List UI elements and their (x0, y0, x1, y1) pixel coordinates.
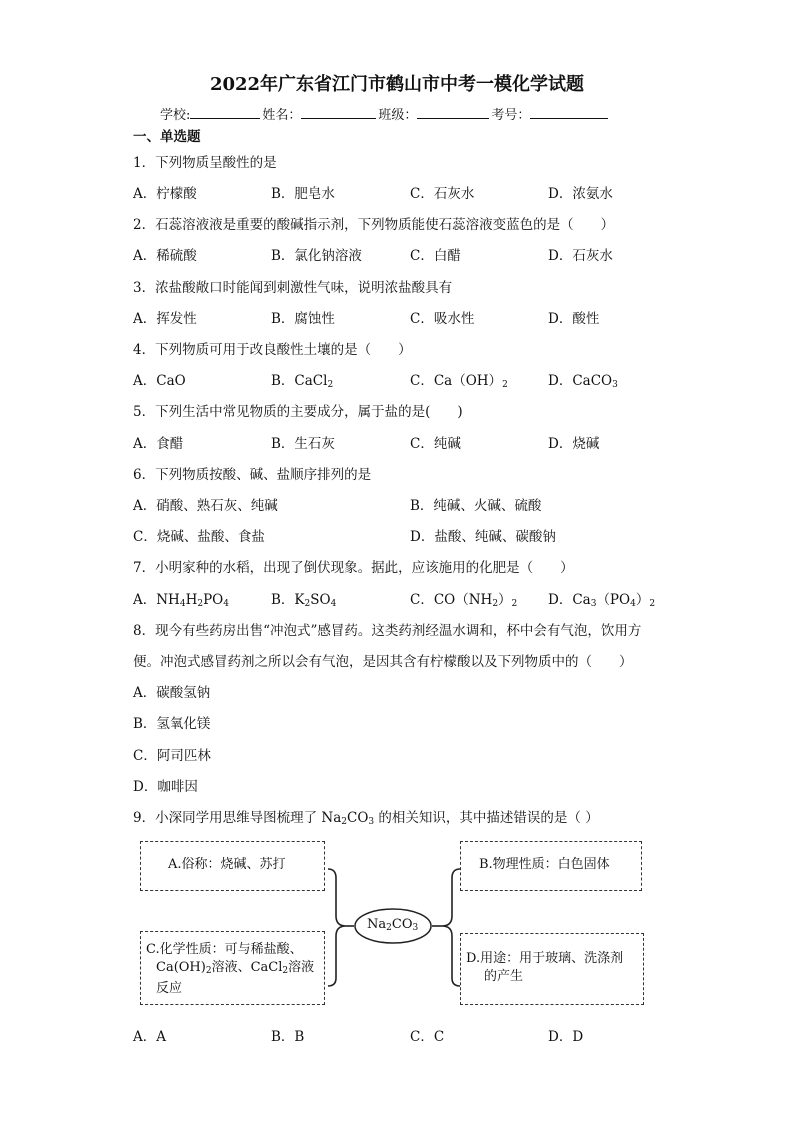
question-6-stem: 6．下列物质按酸、碱、盐顺序排列的是 (133, 467, 372, 483)
q7-b-part: B．K (271, 592, 305, 608)
q6-option-b[interactable]: B．纯碱、火碱、硫酸 (410, 498, 542, 514)
q7-b-sub: 4 (330, 599, 337, 609)
mindmap-box-c (140, 931, 325, 1005)
q7-a-part: A．NH (133, 592, 180, 608)
box-c-line-2 (146, 959, 324, 980)
center-part: Na (367, 917, 387, 932)
q1-option-c[interactable]: C．石灰水 (410, 186, 475, 202)
q4-c-text: C．Ca（OH） (410, 373, 503, 389)
q3-option-b[interactable]: B．腐蚀性 (271, 311, 335, 327)
exam-no-blank[interactable] (530, 104, 608, 119)
box-d-line-1: D.用途：用于玻璃、洗涤剂 (466, 951, 624, 966)
q7-d-sub: 2 (649, 599, 656, 609)
q6-option-c[interactable]: C．烧碱、盐酸、食盐 (133, 529, 265, 545)
name-label: 姓名： (262, 108, 302, 123)
question-1-stem: 1．下列物质呈酸性的是 (133, 155, 277, 171)
q8-option-a[interactable]: A．碳酸氢钠 (133, 685, 211, 701)
q2-option-c[interactable]: C．白醋 (410, 248, 461, 264)
q7-d-part: D．Ca (548, 592, 591, 608)
q4-d-subscript: 3 (612, 380, 618, 390)
q1-option-a[interactable]: A．柠檬酸 (133, 186, 197, 202)
q3-option-c[interactable]: C．吸水性 (410, 311, 475, 327)
box-c-part: 溶液、CaCl (211, 960, 283, 975)
question-9-stem (133, 806, 599, 827)
class-blank[interactable] (417, 104, 489, 119)
q7-b-sub: 2 (304, 599, 311, 609)
q2-option-d[interactable]: D．石灰水 (548, 248, 613, 264)
q5-option-a[interactable]: A．食醋 (133, 436, 184, 452)
q9-option-c[interactable]: C．C (410, 1029, 445, 1045)
section-heading: 一、单选题 (133, 129, 201, 145)
q7-a-sub: 4 (179, 599, 186, 609)
q9-stem-part: 9．小深同学用思维导图梳理了 Na (133, 810, 342, 826)
q7-option-d[interactable] (548, 588, 655, 609)
question-2-stem: 2．石蕊溶液液是重要的酸碱指示剂，下列物质能使石蕊溶液变蓝色的是（ ） (133, 217, 615, 233)
q7-option-b[interactable] (271, 588, 336, 609)
box-c-line-3: 反应 (156, 981, 183, 996)
q8-option-d[interactable]: D．咖啡因 (133, 779, 198, 795)
q7-a-part: H (185, 592, 198, 608)
mindmap-box-a (140, 841, 325, 891)
center-sub: 2 (386, 923, 392, 933)
question-8-stem-line-2: 便。冲泡式感冒药剂之所以会有气泡，是因其含有柠檬酸以及下列物质中的（ ） (133, 654, 633, 670)
center-part: CO (391, 917, 413, 932)
q7-c-sub: 2 (492, 599, 499, 609)
q4-c-subscript: 2 (502, 380, 508, 390)
q1-option-d[interactable]: D．浓氨水 (548, 186, 613, 202)
q5-option-d[interactable]: D．烧碱 (548, 436, 600, 452)
school-label: 学校: (160, 108, 191, 123)
q5-option-b[interactable]: B．生石灰 (271, 436, 335, 452)
q7-c-part: C．CO（NH (410, 592, 493, 608)
q4-d-text: D．CaCO (548, 373, 613, 389)
q7-d-sub: 3 (590, 599, 597, 609)
box-b-text: B.物理性质：白色固体 (479, 857, 610, 872)
q7-c-sub: 2 (511, 599, 518, 609)
mindmap-center-label (367, 917, 418, 933)
question-3-stem: 3．浓盐酸敞口时能闻到刺激性气味，说明浓盐酸具有 (133, 280, 453, 296)
q3-option-a[interactable]: A．挥发性 (133, 311, 197, 327)
q2-option-b[interactable]: B．氯化钠溶液 (271, 248, 362, 264)
q4-option-c[interactable] (410, 369, 508, 390)
q9-stem-sub: 2 (341, 817, 347, 827)
q6-option-d[interactable]: D．盐酸、纯碱、碳酸钠 (410, 529, 556, 545)
q7-a-sub: 2 (197, 599, 204, 609)
q6-option-a[interactable]: A．硝酸、熟石灰、纯碱 (133, 498, 278, 514)
box-d-line-2: 的产生 (484, 969, 524, 984)
q4-b-subscript: 2 (327, 380, 334, 390)
q8-option-c[interactable]: C．阿司匹林 (133, 748, 211, 764)
q4-b-text: B．CaCl (271, 373, 328, 389)
q7-b-part: SO (310, 592, 331, 608)
q4-option-a[interactable]: A．CaO (133, 373, 186, 389)
box-c-part: 溶液 (288, 960, 315, 975)
q8-option-b[interactable]: B．氢氧化镁 (133, 716, 211, 732)
box-c-line-1: C.化学性质：可与稀盐酸、 (146, 942, 303, 957)
q9-option-a[interactable]: A．A (133, 1029, 166, 1045)
q2-option-a[interactable]: A．稀硫酸 (133, 248, 197, 264)
box-c-sub: 2 (205, 966, 212, 976)
q9-option-d[interactable]: D．D (548, 1029, 584, 1045)
q9-stem-part: CO (346, 810, 369, 826)
school-blank[interactable] (190, 104, 260, 119)
mindmap-box-b (460, 841, 642, 891)
q7-a-part: PO (203, 592, 224, 608)
q5-option-c[interactable]: C．纯碱 (410, 436, 461, 452)
q7-option-c[interactable] (410, 588, 517, 609)
exam-no-label: 考号： (491, 108, 531, 123)
box-c-sub: 2 (282, 966, 289, 976)
q9-option-b[interactable]: B．B (271, 1029, 305, 1045)
question-4-stem: 4．下列物质可用于改良酸性土壤的是（ ） (133, 342, 412, 358)
box-c-part: Ca(OH) (156, 960, 206, 975)
mindmap-box-d (460, 933, 644, 1005)
q7-option-a[interactable] (133, 588, 229, 609)
q3-option-d[interactable]: D．酸性 (548, 311, 600, 327)
q4-option-b[interactable] (271, 369, 333, 390)
student-info-line (160, 104, 610, 123)
question-5-stem: 5．下列生活中常见物质的主要成分，属于盐的是( ) (133, 404, 463, 420)
q7-c-part: ） (498, 592, 512, 608)
q7-d-sub: 4 (630, 599, 636, 609)
q7-d-part: ） (635, 592, 650, 608)
q4-option-d[interactable] (548, 369, 618, 390)
class-label: 班级： (378, 108, 418, 123)
q9-stem-part: 的相关知识，其中描述错误的是（ ） (374, 810, 599, 826)
question-8-stem-line-1: 8．现今有些药房出售“冲泡式”感冒药。这类药剂经温水调和，杯中会有气泡，饮用方 (133, 623, 642, 639)
name-blank[interactable] (301, 104, 376, 119)
center-sub: 3 (412, 923, 419, 933)
q7-d-part: （PO (596, 592, 631, 608)
box-a-text: A.俗称：烧碱、苏打 (168, 857, 286, 872)
q7-a-sub: 4 (223, 599, 229, 609)
page-title: 2022年广东省江门市鹤山市中考一模化学试题 (209, 74, 585, 95)
q9-stem-sub: 3 (368, 817, 375, 827)
question-7-stem: 7．小明家种的水稻，出现了倒伏现象。据此，应该施用的化肥是（ ） (133, 560, 574, 576)
q1-option-b[interactable]: B．肥皂水 (271, 186, 335, 202)
